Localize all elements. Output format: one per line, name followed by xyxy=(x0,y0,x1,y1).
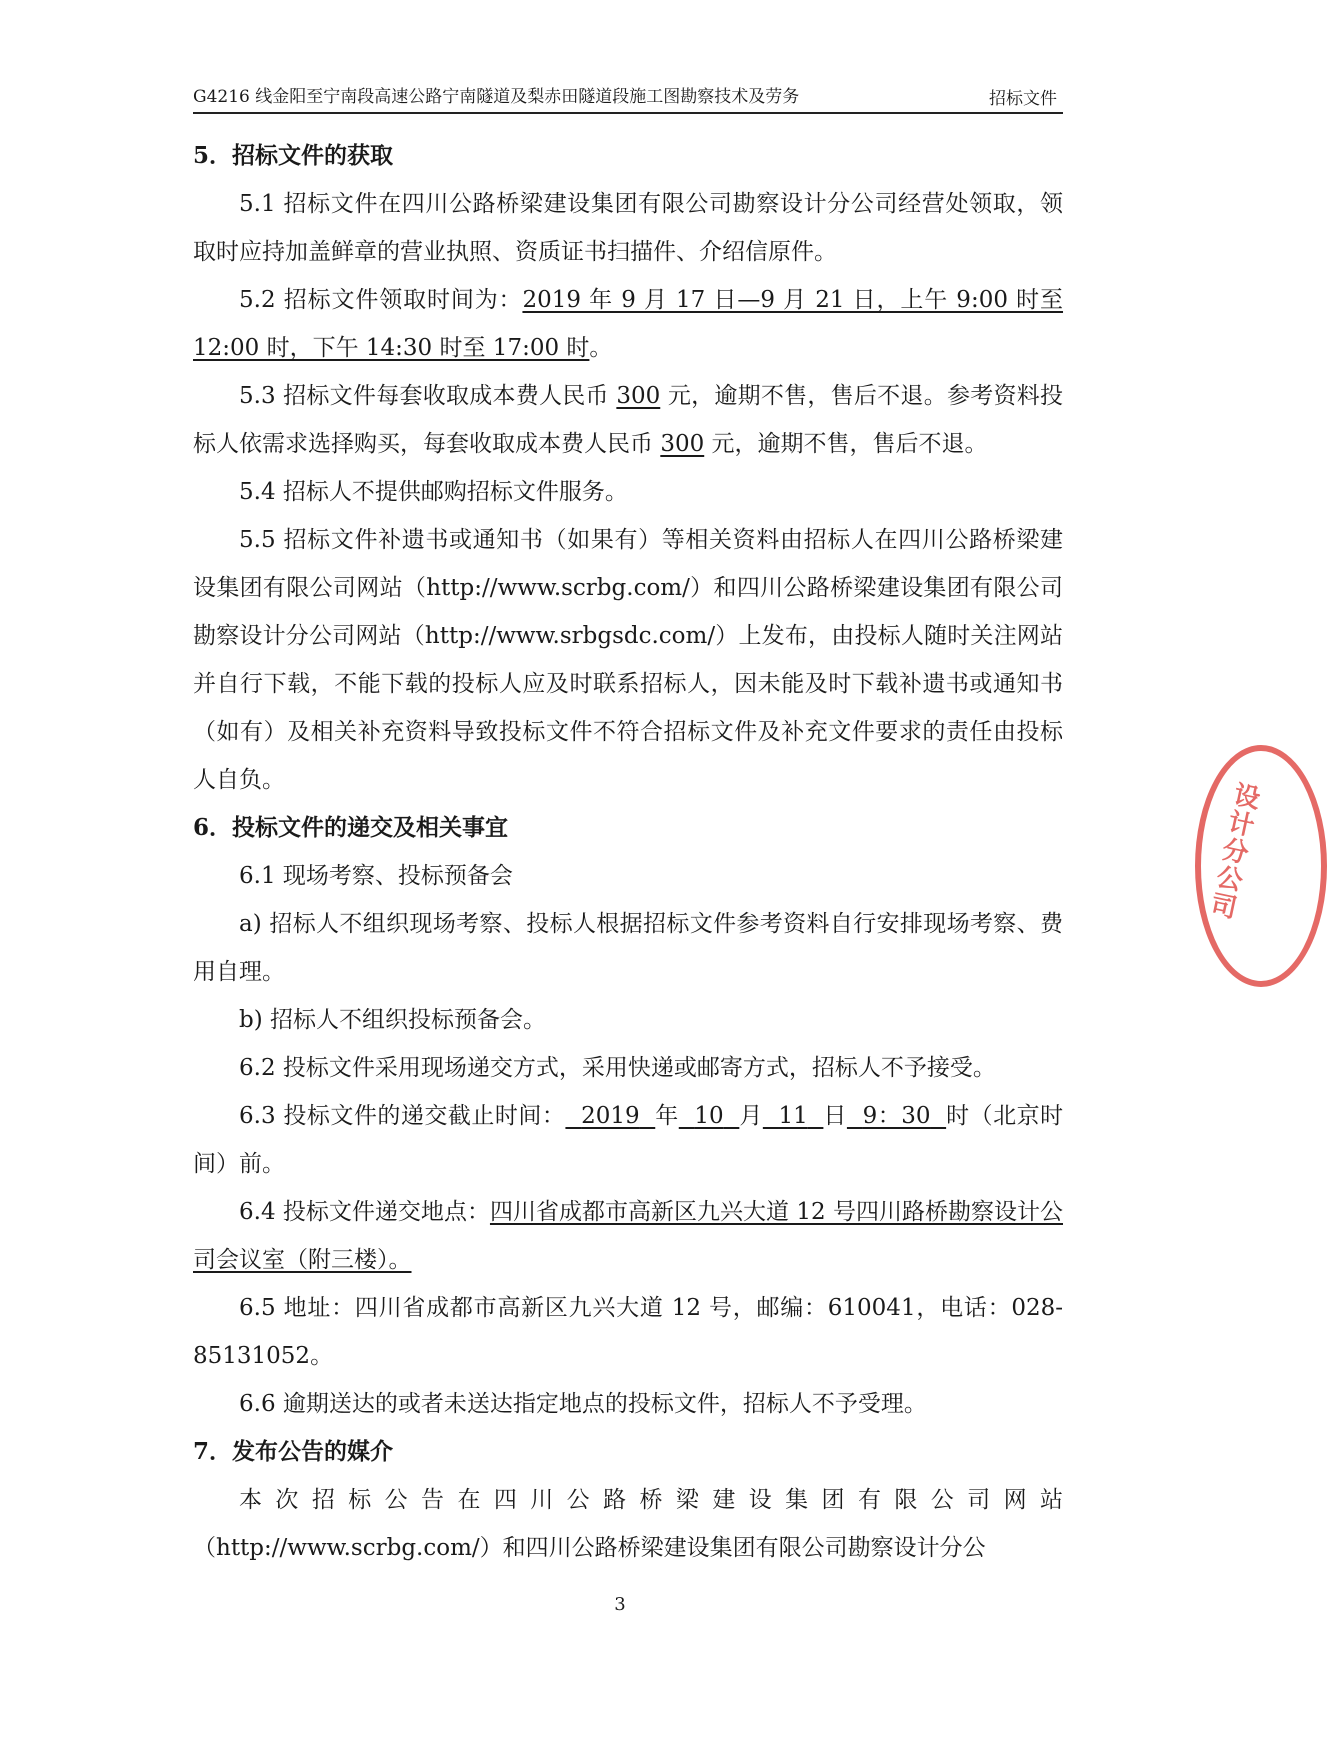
section-5-heading: 5．招标文件的获取 xyxy=(193,142,394,169)
deadline-year-unit: 年 xyxy=(655,1103,679,1129)
paragraph-6-6: 6.6 逾期送达的或者未送达指定地点的投标文件，招标人不予受理。 xyxy=(239,1391,927,1417)
paragraph-5-2-prefix: 5.2 招标文件领取时间为： xyxy=(239,287,523,313)
header-title: G4216 线金阳至宁南段高速公路宁南隧道及梨赤田隧道段施工图勘察技术及劳务 xyxy=(193,87,800,107)
paragraph-6-3-suffix: 时（北京时间）前。 xyxy=(193,1103,1064,1177)
paragraph-5-4: 5.4 招标人不提供邮购招标文件服务。 xyxy=(239,479,628,505)
paragraph-6-5: 6.5 地址：四川省成都市高新区九兴大道 12 号，邮编：610041，电话：028-85131052。 xyxy=(193,1295,1063,1369)
paragraph-6-2: 6.2 投标文件采用现场递交方式，采用快递或邮寄方式，招标人不予接受。 xyxy=(239,1055,996,1081)
deadline-month xyxy=(679,1103,740,1129)
header-doc-type: 招标文件 xyxy=(989,89,1057,109)
paragraph-5-3 xyxy=(193,372,1063,468)
paragraph-6-3-prefix: 6.3 投标文件的递交截止时间： xyxy=(239,1103,566,1129)
submission-place: 四川省成都市高新区九兴大道 12 号四川路桥勘察设计公司会议室（附三楼）。 xyxy=(193,1199,1063,1273)
paragraph-5-2 xyxy=(193,276,1063,372)
paragraph-6-1-a: a) 招标人不组织现场考察、投标人根据招标文件参考资料自行安排现场考察、费用自理。 xyxy=(193,911,1063,985)
paragraph-7-1: 本次招标公告在四川公路桥梁建设集团有限公司网站（http://www.scrbg.com/）和四川公路桥梁建设集团有限公司勘察设计分公 xyxy=(193,1487,1063,1561)
document-body xyxy=(193,132,1063,1572)
paragraph-6-1: 6.1 现场考察、投标预备会 xyxy=(239,863,513,889)
paragraph-5-1: 5.1 招标文件在四川公路桥梁建设集团有限公司勘察设计分公司经营处领取，领取时应持加盖鲜章的营业执照、资质证书扫描件、介绍信原件。 xyxy=(193,191,1063,265)
deadline-month-unit: 月 xyxy=(739,1103,763,1129)
section-6-heading: 6．投标文件的递交及相关事宜 xyxy=(193,814,509,841)
deadline-month-value: 10 xyxy=(694,1103,724,1129)
deadline-year-value: 2019 xyxy=(581,1103,640,1129)
section-7-heading: 7．发布公告的媒介 xyxy=(193,1438,394,1465)
paragraph-6-4-prefix: 6.4 投标文件递交地点： xyxy=(239,1199,490,1225)
deadline-day xyxy=(763,1103,824,1129)
paragraph-6-3 xyxy=(193,1092,1063,1188)
paragraph-5-2-suffix: 。 xyxy=(589,335,613,361)
deadline-time xyxy=(847,1103,946,1129)
paragraph-5-3-c: 元，逾期不售，售后不退。 xyxy=(704,431,988,457)
page-number: 3 xyxy=(614,1594,626,1615)
fee-amount-reference: 300 xyxy=(660,431,705,457)
collection-dates: 2019 年 9 月 17 日—9 月 21 日，上午 9:00 时至 12:00 时，下午 14:30 时至 17:00 时 xyxy=(193,287,1064,361)
paragraph-6-4 xyxy=(193,1188,1063,1284)
paragraph-5-5: 5.5 招标文件补遗书或通知书（如果有）等相关资料由招标人在四川公路桥梁建设集团有限公司网站（http://www.scrbg.com/）和四川公路桥梁建设集团有限公司勘察设计分公司网站（http://www.srbgsdc.com/）上发布，由投标人随时关注网站并自行下载，不能下载的投标人应及时联系招标人，因未能及时下载补遗书或通知书（如有）及相关补充资料导致投标文件不符合招标文件及补充文件要求的责任由投标人自负。 xyxy=(193,527,1063,793)
paragraph-6-1-b: b) 招标人不组织投标预备会。 xyxy=(239,1007,547,1033)
page-header xyxy=(193,84,1063,114)
deadline-time-value: 9：30 xyxy=(862,1103,931,1129)
deadline-day-unit: 日 xyxy=(823,1103,847,1129)
paragraph-5-3-b: 元，逾期不售，售后不退。参考资料投标人依需求选择购买，每套收取成本费人民币 xyxy=(193,383,1063,457)
fee-amount: 300 xyxy=(616,383,661,409)
seal-stamp-text: 设计分公司 xyxy=(1203,779,1263,923)
deadline-year xyxy=(565,1103,655,1129)
seal-stamp xyxy=(1195,745,1327,987)
deadline-day-value: 11 xyxy=(778,1103,808,1129)
paragraph-5-3-a: 5.3 招标文件每套收取成本费人民币 xyxy=(239,383,617,409)
